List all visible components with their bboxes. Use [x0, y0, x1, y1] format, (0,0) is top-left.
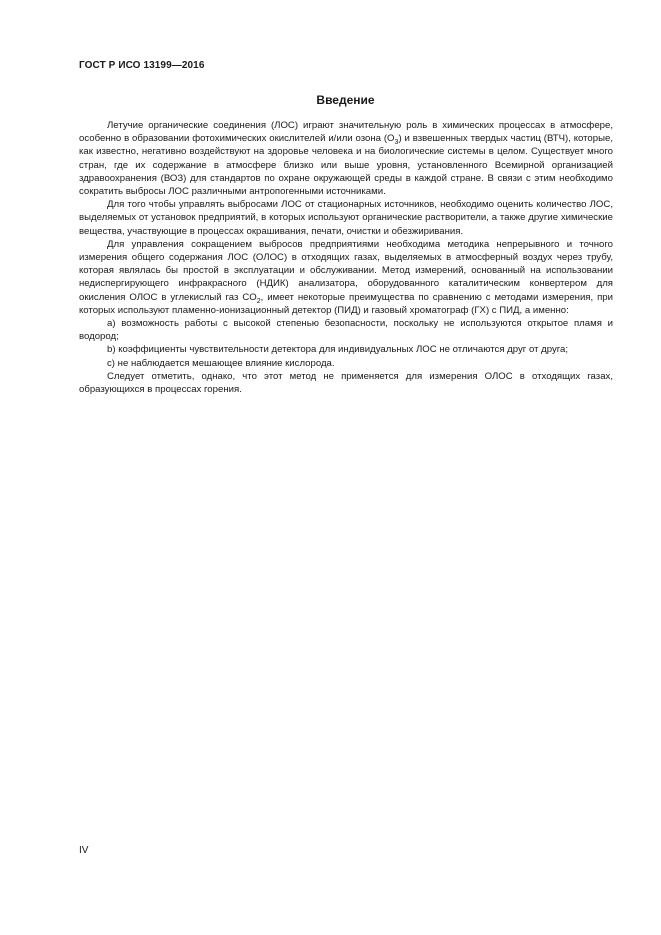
page-number: IV — [79, 845, 89, 856]
body-text — [79, 119, 613, 396]
subscript: 3 — [394, 139, 399, 147]
subscript: 2 — [256, 297, 261, 305]
list-item-c: c) не наблюдается мешающее влияние кислорода. — [107, 357, 335, 369]
document-code: ГОСТ Р ИСО 13199—2016 — [79, 60, 205, 71]
list-item-b: b) коэффициенты чувствительности детектора для индивидуальных ЛОС не отличаются друг от друга; — [107, 344, 569, 356]
paragraph-measurement-method — [79, 238, 613, 317]
list-item-a: a) возможность работы с высокой степенью безопасности, поскольку не используются открытое пламя и водород; — [79, 318, 613, 343]
paragraph-voc-role — [79, 119, 613, 198]
paragraph-text: , имеет некоторые преимущества по сравнению с методами измерения, при которых используют пламенно-ионизационный детектор (ПИД) и газовый хроматограф (ГХ) с ПИД, а именно: — [79, 291, 613, 316]
section-title: Введение — [316, 93, 375, 107]
paragraph-text: Для управления сокращением выбросов предприятиями необходима методика непрерывного и точного измерения общего содержания ЛОС (ОЛОС) в отходящих газах, выделяемых в атмосферный воздух через трубу, которая являлась бы простой в эксплуатации и обслуживании. Метод измерений, основанный на использовании недиспергирующего инфракрасного (НДИК) анализатора, оборудованного каталитическим конвертером для окисления ОЛОС в углекислый газ CO — [79, 238, 613, 303]
paragraph-text: Летучие органические соединения (ЛОС) играют значительную роль в химических процессах в атмосфере, особенно в образовании фотохимических окислителей и/или озона (O — [79, 120, 613, 145]
paragraph-text: ) и взвешенных твердых частиц (ВТЧ), которые, как известно, негативно воздействуют на здоровье человека и на биологические системы в целом. Существует много стран, где их содержание в атмосфере близко или выше уровня, установленного Всемирной организацией здравоохранения (ВОЗ) для стандартов по охране окружающей среды в каждой стране. В связи с этим необходимо сократить выбросы ЛОС различными антропогенными источниками. — [79, 133, 614, 198]
paragraph-emission-control: Для того чтобы управлять выбросами ЛОС от стационарных источников, необходимо оценить количество ЛОС, выделяемых от установок предприятий, в которых используют органические растворители, а также другие химические вещества, участвующие в процессах окрашивания, печати, очистки и обезжиривания. — [79, 199, 613, 237]
paragraph-note: Следует отметить, однако, что этот метод не применяется для измерения ОЛОС в отходящих газах, образующихся в процессах горения. — [79, 370, 613, 396]
